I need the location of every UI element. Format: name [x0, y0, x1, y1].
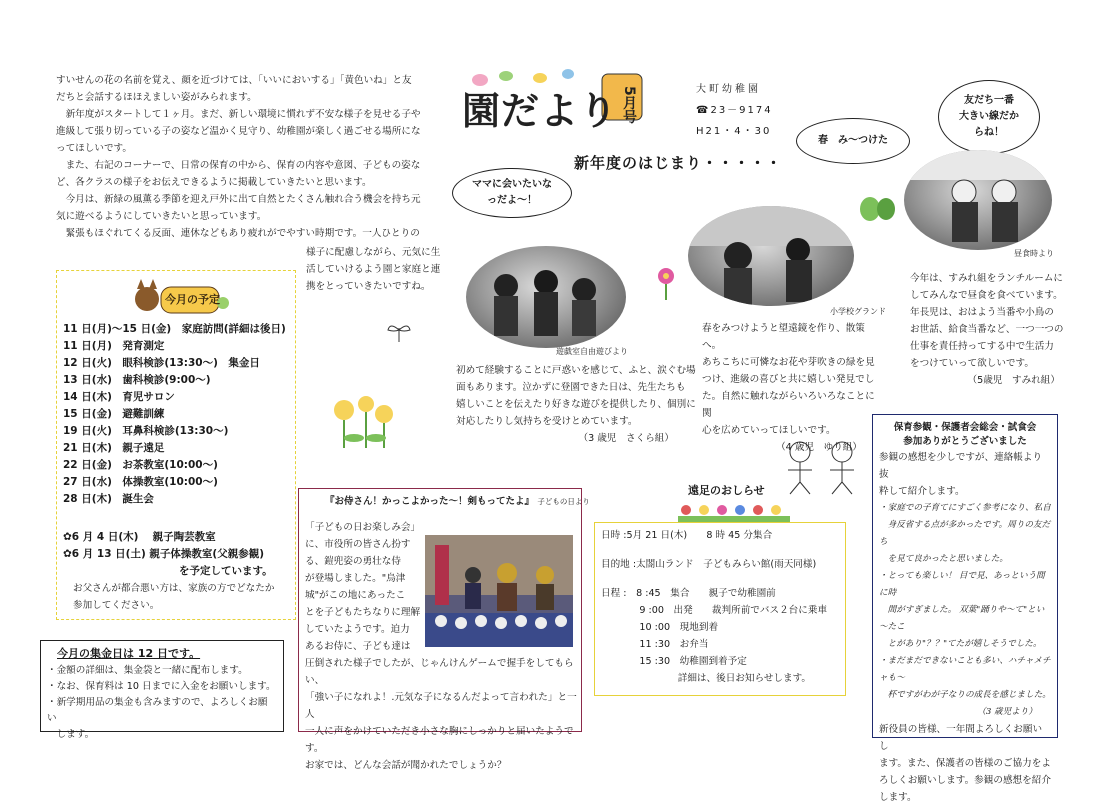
class5-sign: （5歳児 すみれ組） — [967, 375, 1060, 386]
class4-line: た。自然に触れながらいろいろなことに関 — [702, 391, 875, 419]
speech-cloud-haru — [796, 118, 910, 164]
speech-text: 春 み～つけた — [818, 135, 888, 146]
speech-text: ママに会いたいな っだよ～！ — [472, 179, 552, 206]
issue-label: 5月号 — [621, 86, 637, 124]
samurai-photo — [425, 535, 573, 647]
schedule-box — [56, 270, 296, 620]
class3-line: 初めて経験することに戸惑いを感じて、ふと、涙ぐむ場 — [456, 365, 696, 376]
thanks-quote: を見て良かったと思いました。 — [879, 554, 1008, 564]
caption-lunch: 昼食時より — [1014, 249, 1054, 258]
thanks-quotes — [879, 500, 1051, 721]
excursion-heading-area — [678, 476, 790, 522]
schedule-item: 19 日(火) 耳鼻科検診(13:30～) — [63, 425, 229, 437]
collection-line: します。 — [47, 729, 95, 740]
samurai-line: していたようです。迫力 — [305, 624, 410, 635]
samurai-line: あるお侍に、子ども達は — [305, 641, 411, 652]
schedule-note: 参加してください。 — [73, 600, 160, 611]
excursion-line: 日程 : 8 :45 集合 親子で幼稚園前 — [601, 588, 776, 599]
schedule-note: ✿6 月 4 日(木) 親子陶芸教室 — [63, 531, 216, 543]
schedule-item: 11 日(月)～15 日(金) 家庭訪問(詳細は後日) — [63, 323, 286, 335]
class5-line: 仕事を責任持ってする中で生活力 — [910, 341, 1054, 352]
leaf-doodle-icon — [858, 194, 898, 224]
dandelion-doodle-icon — [326, 394, 402, 450]
schedule-note: お父さんが都合悪い方は、家族の方でどなたか — [73, 583, 275, 594]
schedule-note: ✿6 月 13 日(土) 親子体操教室(父親参観) — [63, 548, 265, 560]
thanks-line: します。 — [879, 792, 917, 803]
class4-report — [702, 320, 882, 456]
samurai-heading — [325, 493, 590, 507]
collection-line: ・金額の詳細は、集金袋と一緒に配布します。 — [47, 665, 248, 676]
intro-line: 携をとっていきたいですね。 — [306, 281, 431, 292]
excursion-line: 詳細は、後日お知らせします。 — [601, 673, 812, 684]
collection-line: ・新学期用品の集金も含みますので、よろしくお願い — [47, 697, 268, 724]
schedule-item: 12 日(火) 眼科検診(13:30～) 集金日 — [63, 357, 260, 369]
class5-report — [910, 270, 1070, 389]
samurai-line: お家では、どんな会話が聞かれたでしょうか？ — [305, 760, 507, 771]
thanks-subheading: 参加ありがとうございました — [903, 436, 1027, 447]
collection-box — [40, 640, 284, 740]
newsletter-title: 園だより — [462, 89, 619, 133]
excursion-heading: 遠足のおしらせ — [688, 484, 765, 497]
class5-line: お世話、給食当番など、一つ一つの — [910, 324, 1064, 335]
excursion-line: 10 :00 現地到着 — [601, 622, 719, 633]
intro-line: 進級して張り切っている子の姿など温かく見守り、幼稚園が楽しく過ごせる場所にな — [56, 126, 421, 137]
excursion-line: 日時 :5月 21 日(木) 8 時 45 分集合 — [601, 530, 773, 541]
intro-line: また、右記のコーナーで、日常の保育の中から、保育の内容や意図、子どもの姿な — [56, 160, 421, 171]
school-name: 大町幼稚園 — [696, 84, 761, 95]
class3-line: 対応したりし気持ちを受けとめています。 — [456, 416, 638, 427]
thanks-quote: とがあり"？？"てたが嬉しそうでした。 — [879, 639, 1042, 649]
speech-cloud-tomodachi — [938, 80, 1040, 154]
schedule-item: 15 日(金) 避難訓練 — [63, 408, 165, 420]
sprout-doodle-icon — [384, 318, 414, 344]
thanks-quote: 身反省する点が多かったです。周りの友だち — [879, 520, 1051, 547]
speech-cloud-mama — [452, 168, 572, 218]
class5-line: 年長児は、おはよう当番や小鳥の — [910, 307, 1054, 318]
samurai-line: 一人に声をかけていただき小さな胸にしっかりと届いたようです。 — [305, 726, 574, 754]
thanks-line: 参観の感想を少しですが、連絡帳より抜 — [879, 452, 1043, 480]
intro-line: ど、各クラスの様子をお伝えできるように掲載していきたいと思います。 — [56, 177, 372, 188]
schedule-item: 14 日(木) 育児サロン — [63, 391, 175, 403]
class5-line: 今年は、すみれ組をランチルームに — [910, 273, 1064, 284]
schedule-item: 21 日(木) 親子遠足 — [63, 442, 165, 454]
photo-grand — [688, 206, 854, 306]
schedule-item: 27 日(水) 体操教室(10:00～) — [63, 476, 218, 488]
intro-continued — [306, 244, 456, 295]
intro-line: 緊張もほぐれてくる反面、連休などもあり疲れがでやすい時期です。一人ひとりの — [56, 228, 420, 239]
class5-line: をつけていって欲しいです。 — [910, 358, 1034, 369]
collection-line: ・なお、保育料は 10 日までに入金をお願いします。 — [47, 681, 276, 692]
excursion-flowers-icon — [678, 502, 790, 522]
excursion-line: 11 :30 お弁当 — [601, 639, 709, 650]
thanks-line: ろしくお願いします。参観の感想を紹介 — [879, 775, 1051, 786]
speech-text: 友だち一番 大きい線だか らね！ — [959, 95, 1019, 138]
collection-heading: 今月の集金日は 12 日です。 — [57, 647, 201, 660]
flower-doodle-icon — [648, 262, 684, 302]
samurai-line: 圧倒された様子でしたが、じゃんけんゲームで握手をしてもらい、 — [305, 658, 574, 686]
thanks-box — [872, 414, 1058, 803]
thanks-heading: 保育参観・保護者会総会・試食会 — [893, 422, 1037, 433]
schedule-note: を予定しています。 — [179, 565, 273, 577]
thanks-quote: 間がすぎました。 双葉"踊りや～て"とい～たこ — [879, 605, 1045, 632]
intro-line: 様子に配慮しながら、元気に生 — [306, 247, 441, 258]
school-phone: ☎23－9174 — [696, 105, 773, 116]
class4-line: 心を広めていってほしいです。 — [702, 425, 836, 436]
samurai-line: が登場しました。"烏津 — [305, 573, 406, 584]
thanks-quote: ・家庭での子育てにすごく参考になり、私自 — [879, 503, 1051, 513]
thanks-quote-sign: （3 歳児より） — [977, 707, 1037, 717]
issue-date: H21・4・30 — [696, 126, 772, 137]
caption-grand: 小学校グランド — [830, 307, 886, 316]
thanks-quote: ・まだまだできないことも多い、ハチャメチャも～ — [879, 656, 1051, 683]
class3-report — [456, 362, 696, 447]
intro-text — [56, 72, 448, 242]
schedule-heading: 今月の予定 — [165, 293, 220, 306]
intro-line: 活していけるよう園と家庭と連 — [306, 264, 441, 275]
samurai-line: る、鎧兜姿の勇壮な侍 — [305, 556, 401, 567]
samurai-box — [298, 488, 590, 771]
class3-line: 面もあります。泣かずに登園できた日は、先生たちも — [456, 382, 686, 393]
thanks-quote: 杯ですがわが子なりの成長を感じました。 — [879, 690, 1051, 700]
class4-line: つけ、進級の喜びと共に嬉しい発見でし — [702, 374, 875, 385]
thanks-line: 粋して紹介します。 — [879, 486, 965, 497]
intro-line: だちと会話するほほえましい姿がみられます。 — [56, 92, 257, 103]
samurai-line: 城"がこの地にあったこ — [305, 590, 406, 601]
samurai-line: に、市役所の皆さん扮す — [305, 539, 411, 550]
thanks-line: 新役員の皆様、一年間よろしくお願いし — [879, 724, 1043, 752]
samurai-line: 「強い子になれよ！.元気な子になるんだよって言われた」と一人 — [305, 692, 577, 720]
photo-playroom — [466, 246, 626, 348]
class4-line: 春をみつけようと望遠鏡を作り、散策へ。 — [702, 323, 865, 351]
samurai-heading-sub: 子どもの日より — [537, 497, 590, 506]
photo-lunch — [904, 150, 1052, 250]
thanks-line: ます。また、保護者の皆様のご協力をよ — [879, 758, 1051, 769]
samurai-line: 「子どもの日お楽しみ会」 — [305, 522, 421, 533]
schedule-item: 22 日(金) お茶教室(10:00～) — [63, 459, 218, 471]
excursion-line: 9 :00 出発 裁判所前でバス２台に乗車 — [601, 605, 828, 616]
class5-line: してみんなで昼食を食べています。 — [910, 290, 1063, 301]
schedule-item: 11 日(月) 発育測定 — [63, 340, 165, 352]
masthead — [460, 68, 700, 133]
intro-line: 気に遊べるようにしていきたいと思っています。 — [56, 211, 267, 222]
schedule-item: 13 日(水) 歯科検診(9:00～) — [63, 374, 211, 386]
class3-sign: （3 歳児 さくら組） — [578, 433, 674, 444]
excursion-line: 目的地 :太閤山ランド 子どもみらい館(雨天同様) — [601, 559, 817, 570]
samurai-heading-main: 『お侍さん！かっこよかった～！剣もってたよ』 — [325, 496, 535, 507]
class3-line: 嬉しいことを伝えたり好きな遊びを提供したり、個別に — [456, 399, 696, 410]
class4-sign: （4 歳児 ゆり組） — [776, 442, 862, 453]
excursion-box — [594, 522, 846, 696]
thanks-quote: ・とっても楽しい！ 目で見、あっという間に時 — [879, 571, 1045, 598]
excursion-line: 15 :30 幼稚園到着予定 — [601, 656, 747, 667]
new-year-heading: 新年度のはじまり・・・・・ — [574, 154, 783, 172]
class4-line: あちこちに可憐なお花や芽吹きの緑を見 — [702, 357, 875, 368]
caption-playroom: 遊戯室自由遊びより — [556, 347, 628, 356]
intro-line: 今月は、新緑の風薫る季節を迎え戸外に出て自然とたくさん触れ合う機会を持ち元 — [56, 194, 421, 205]
intro-line: ってほしいです。 — [56, 143, 132, 154]
schedule-item: 28 日(木) 誕生会 — [63, 493, 154, 505]
samurai-line: とを子どもたちなりに理解 — [305, 607, 421, 618]
intro-line: すいせんの花の名前を覚え、顔を近づけては、「いいにおいする」「黄色いね」と友 — [56, 75, 412, 86]
intro-line: 新年度がスタートして１ヶ月。まだ、新しい環境に慣れず不安な様子を見せる子や — [56, 109, 421, 120]
